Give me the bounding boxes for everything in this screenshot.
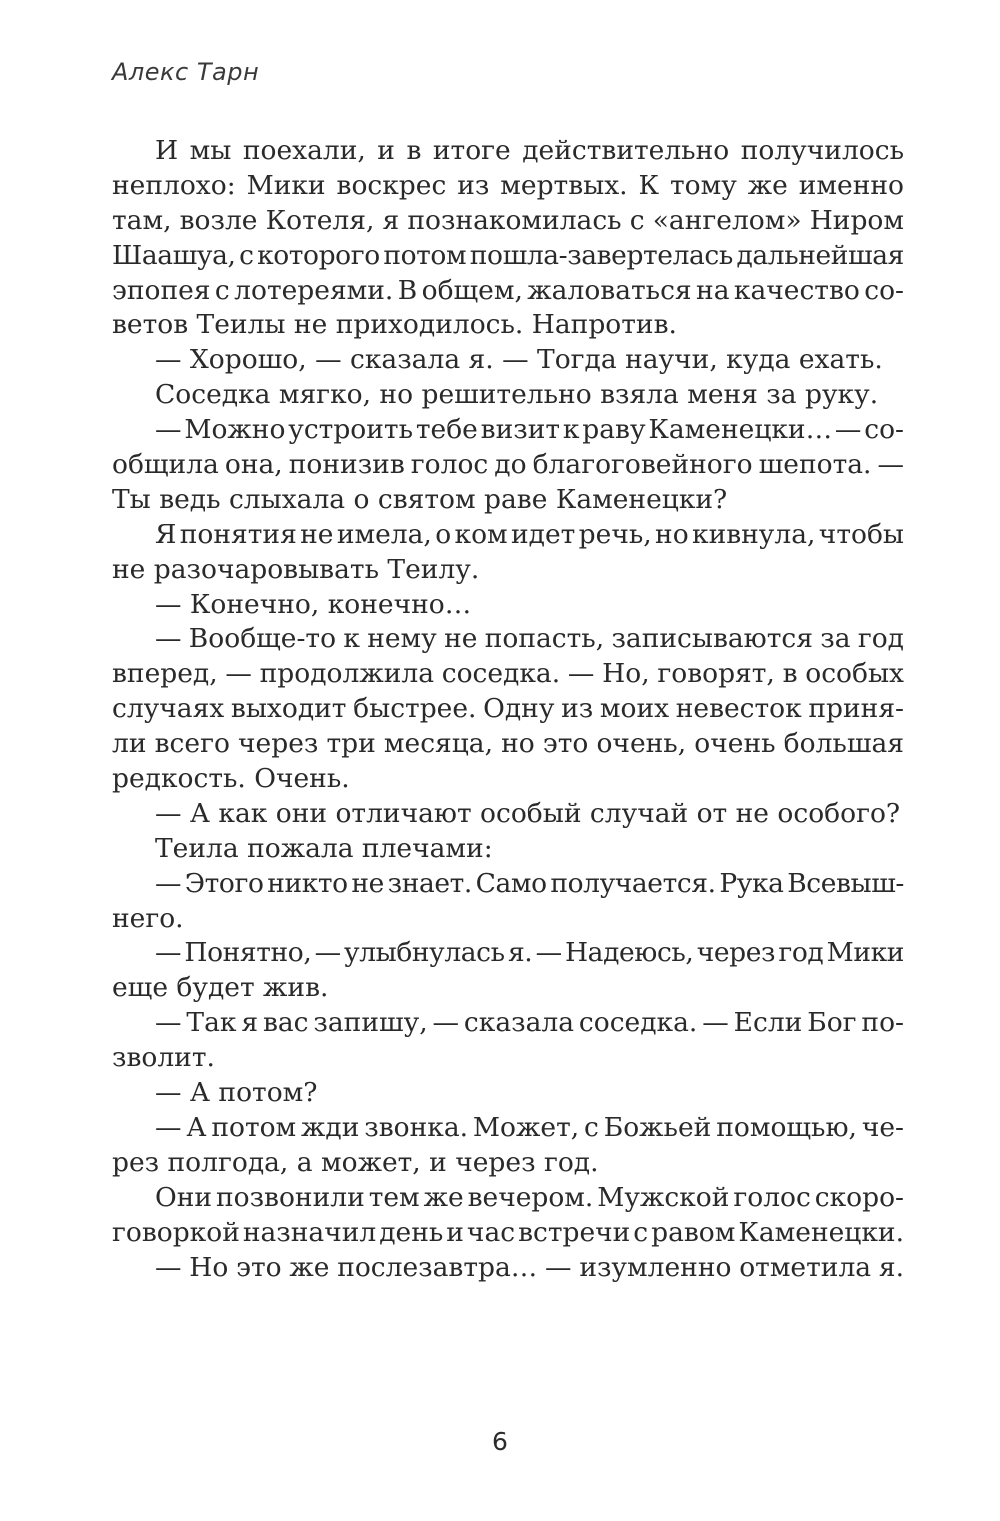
- text-line: — Конечно, конечно…: [155, 588, 472, 620]
- text-line: еще будет жив.: [112, 972, 329, 1004]
- text-line: — Вообще-то к нему не попасть, записываются за год: [155, 623, 904, 655]
- text-line: Соседка мягко, но решительно взяла меня за руку.: [155, 379, 879, 411]
- text-line: — А потом?: [155, 1077, 318, 1109]
- text-line: — Так я вас запишу, — сказала соседка. — Если Бог по-: [155, 1007, 904, 1039]
- text-line: ветов Теилы не приходилось. Напротив.: [112, 309, 677, 341]
- text-line: эпопея с лотереями. В общем, жаловаться на качество со-: [112, 274, 904, 306]
- text-line: него.: [112, 902, 184, 934]
- text-line: — Понятно, — улыбнулась я. — Надеюсь, через год Мики: [155, 937, 904, 969]
- text-line: рез полгода, а может, и через год.: [112, 1146, 599, 1178]
- text-line: случаях выходит быстрее. Одну из моих невесток приня-: [112, 693, 904, 725]
- text-line: — Хорошо, — сказала я. — Тогда научи, куда ехать.: [155, 344, 883, 376]
- text-line: ли всего через три месяца, но это очень, очень большая: [112, 728, 904, 760]
- text-line: зволит.: [112, 1042, 215, 1074]
- body-text: [112, 134, 904, 1285]
- page-number: 6: [492, 1427, 508, 1456]
- text-line: неплохо: Мики воскрес из мертвых. К тому же именно: [112, 169, 904, 201]
- text-line: — Этого никто не знает. Само получается. Рука Всевыш-: [155, 867, 904, 899]
- text-line: не разочаровывать Теилу.: [112, 553, 480, 585]
- text-line: Я понятия не имела, о ком идет речь, но кивнула, чтобы: [155, 518, 904, 550]
- text-line: Они позвонили тем же вечером. Мужской голос скоро-: [155, 1181, 904, 1213]
- text-line: И мы поехали, и в итоге действительно получилось: [155, 135, 904, 166]
- text-line: — Можно устроить тебе визит к раву Каменецки… — со-: [155, 414, 904, 446]
- text-line: — Но это же послезавтра… — изумленно отметила я.: [155, 1251, 904, 1283]
- text-line: Теила пожала плечами:: [155, 832, 493, 864]
- text-line: там, возле Котеля, я познакомилась с «ангелом» Ниром: [112, 204, 904, 236]
- text-line: — А потом жди звонка. Может, с Божьей помощью, че-: [155, 1111, 904, 1143]
- text-line: Ты ведь слыхала о святом раве Каменецки?: [112, 483, 728, 515]
- text-line: говоркой назначил день и час встречи с равом Каменецки.: [112, 1216, 904, 1248]
- text-line: общила она, понизив голос до благоговейного шепота. —: [112, 449, 904, 481]
- running-head: Алекс Тарн: [112, 58, 260, 86]
- text-line: Шаашуа, с которого потом пошла-завертелась дальнейшая: [112, 239, 904, 271]
- text-line: — А как они отличают особый случай от не особого?: [155, 797, 901, 829]
- text-line: вперед, — продолжила соседка. — Но, говорят, в особых: [112, 658, 904, 690]
- text-line: редкость. Очень.: [112, 763, 350, 795]
